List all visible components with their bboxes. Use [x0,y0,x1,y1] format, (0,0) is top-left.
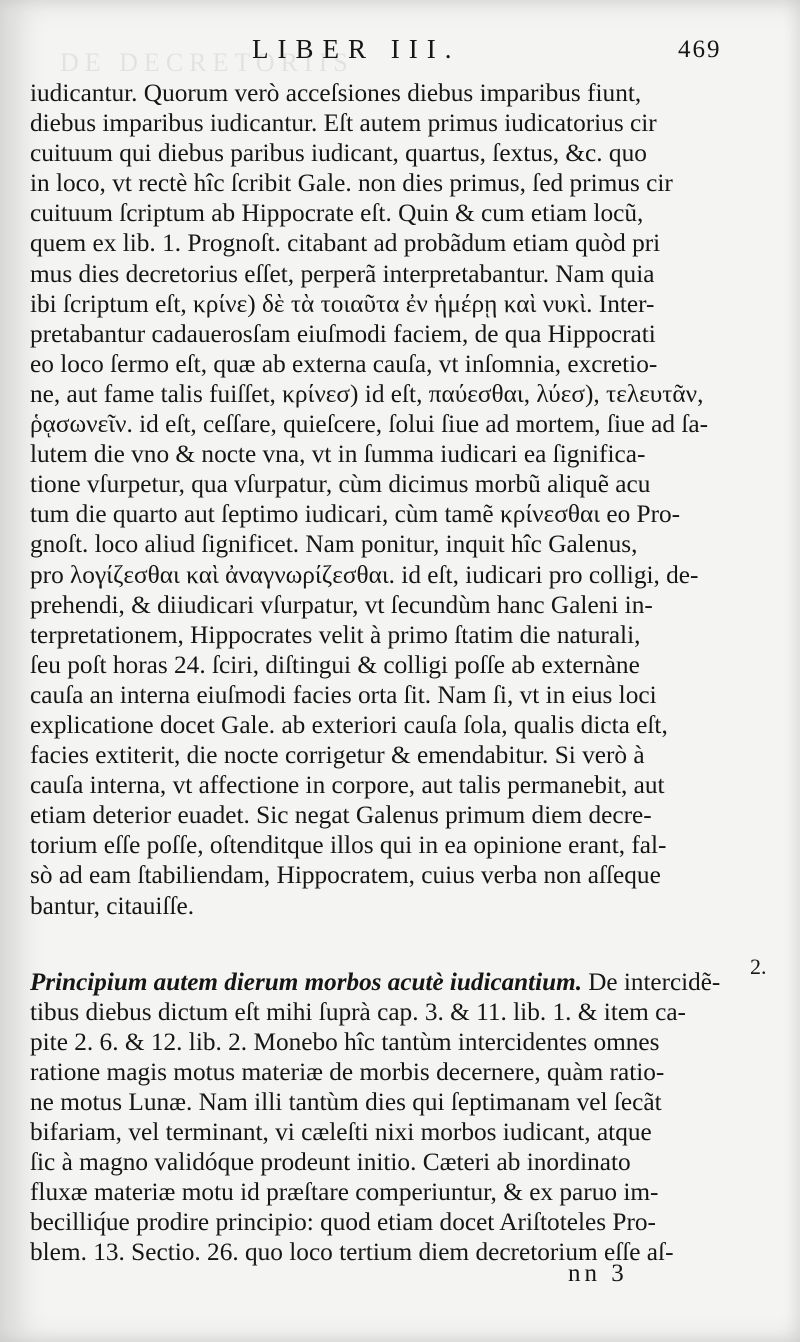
paragraph-1 [30,78,720,921]
text-line: becilliq́ue prodire principio: quod etiam docet Ariſtoteles Pro- [30,1208,656,1237]
text-line: tione vſurpetur, qua vſurpatur, cùm dicimus morbũ aliquẽ acu [30,470,651,499]
text-line: ῥᾳσωνεῖν. id eſt, ceſſare, quieſcere, ſolui ſiue ad mortem, ſiue ad ſa- [30,410,709,439]
text-line [30,967,721,997]
text-line: diebus imparibus iudicantur. Eſt autem primus iudicatorius cir [30,109,657,138]
margin-note: 2. [750,954,767,979]
text-line: cuituum qui diebus paribus iudicant, quartus, ſextus, &c. quo [30,139,647,168]
text-line: pretabantur cadauerosſam eiuſmodi faciem, de qua Hippocrati [30,319,656,348]
running-head [0,34,800,74]
text-line: tum die quarto aut ſeptimo iudicari, cùm tamẽ κρίνεσθαι eo Pro- [30,500,681,529]
text-line: cauſa interna, vt affectione in corpore, aut talis permanebit, aut [30,771,665,800]
text-line: mus dies decretorius eſſet, perperã interpretabantur. Nam quia [30,259,655,288]
text-line: facies extiterit, die nocte corrigetur & emendabitur. Si verò à [30,741,645,770]
text-line: gnoſt. loco aliud ſignificet. Nam ponitur, inquit hîc Galenus, [30,530,638,559]
text-line: ibi ſcriptum eſt, κρίνε) δὲ τὰ τοιαῦτα ἐν ἡμέρῃ καὶ νυκὶ. Inter- [30,289,655,318]
text-line: cauſa an interna eiuſmodi facies orta ſit. Nam ſi, vt in eius loci [30,680,657,709]
text-block [30,78,720,1268]
text-line: ratione magis motus materiæ de morbis decernere, quàm ratio- [30,1057,665,1086]
text-line: eo loco ſermo eſt, quæ ab externa cauſa, vt inſomnia, excretio- [30,349,658,378]
paragraph-2 [30,967,720,1268]
text-line: ne motus Lunæ. Nam illi tantùm dies qui ſeptimanam vel ſecãt [30,1088,662,1116]
text-line: torium eſſe poſſe, oſtenditque illos qui in ea opinione erant, fal- [30,831,667,860]
text-line: tibus diebus dictum eſt mihi ſuprà cap. 3. & 11. lib. 1. & item ca- [30,997,686,1026]
text-line: prehendi, & diiudicari vſurpatur, vt ſecundùm hanc Galeni in- [30,590,653,619]
text-line: fluxæ materiæ motu id præſtare comperiuntur, & ex paruo im- [30,1178,659,1207]
section-break [30,921,720,967]
text-line: etiam deterior euadet. Sic negat Galenus primum diem decre- [30,801,652,830]
page-number: 469 [678,36,722,63]
text-line: explicatione docet Gale. ab exteriori cauſa ſola, qualis dicta eſt, [30,710,668,739]
text-line: ſic à magno validóque prodeunt initio. Cæteri ab inordinato [30,1148,631,1177]
text-line: ne, aut fame talis fuiſſet, κρίνεσ) id eſt, παύεσθαι, λύεσ), τελευτᾶν, [30,379,704,408]
text-line: pro λογίζεσθαι καὶ ἀναγνωρίζεσθαι. id eſt, iudicari pro colligi, de- [30,560,699,589]
signature-mark: nn 3 [568,1260,628,1287]
rubric: Principium autem dierum morbos acutè iudicantium. [30,967,582,996]
bleed-through-text: DE DECRETORIIS [60,48,354,77]
text-line: sò ad eam ſtabiliendam, Hippocratem, cuius verba non aſſeque [30,861,661,890]
text-line: blem. 13. Sectio. 26. quo loco tertium diem decretorium eſſe aſ- [30,1238,674,1267]
text-line: terpretationem, Hippocrates velit à primo ſtatim die naturali, [30,620,641,649]
text-line: bifariam, vel terminant, vi cæleſti nixi morbos iudicant, atque [30,1118,652,1147]
text-line: cuituum ſcriptum ab Hippocrate eſt. Quin & cum etiam locũ, [30,199,644,228]
running-title: LIBER III. [252,34,461,64]
rubric-continuation: De intercidẽ- [581,967,721,996]
text-line: iudicantur. Quorum verò acceſsiones diebus imparibus fiunt, [30,79,642,107]
text-line: pite 2. 6. & 12. lib. 2. Monebo hîc tantùm intercidentes omnes [30,1027,660,1056]
text-line: in loco, vt rectè hîc ſcribit Gale. non dies primus, ſed primus cir [30,169,673,198]
text-line: lutem die vno & nocte vna, vt in ſumma iudicari ea ſignifica- [30,440,646,469]
text-line: bantur, citauiſſe. [30,891,195,920]
text-line: quem ex lib. 1. Prognoſt. citabant ad probãdum etiam quòd pri [30,229,661,258]
text-line: ſeu poſt horas 24. ſciri, diſtingui & colligi poſſe ab externàne [30,650,640,679]
